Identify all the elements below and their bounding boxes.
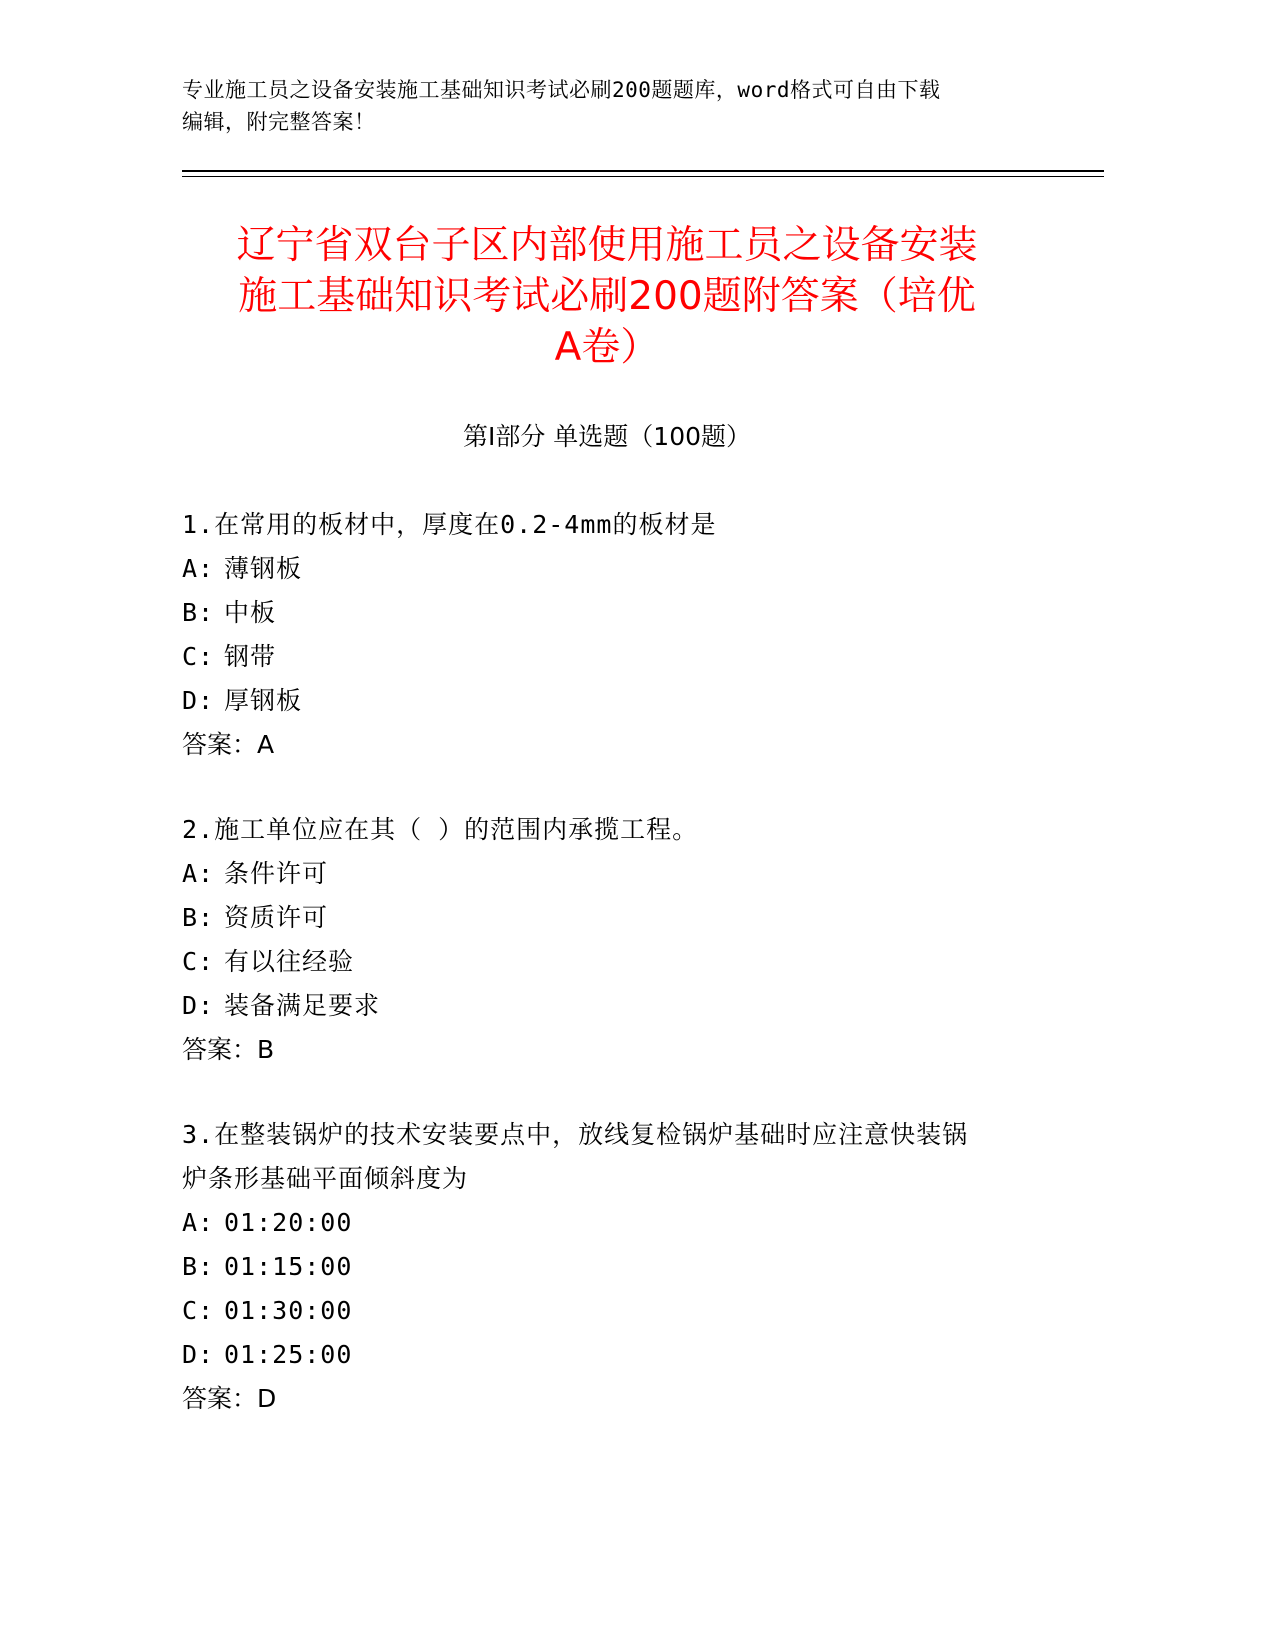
option-letter: D:: [182, 1340, 215, 1369]
option-b: [182, 591, 1062, 635]
document-title: [182, 220, 1032, 373]
header-note-line: 编辑，附完整答案！: [182, 110, 376, 134]
option-text: 有以往经验: [224, 947, 355, 976]
option-d: [182, 984, 1062, 1028]
option-text: 条件许可: [224, 859, 329, 888]
option-text: 中板: [224, 598, 277, 627]
question-1: [182, 503, 1062, 767]
option-a: [182, 547, 1062, 591]
option-text: 薄钢板: [224, 554, 303, 583]
option-a: [182, 1201, 1062, 1245]
question-3: [182, 1113, 1062, 1421]
title-line: 辽宁省双台子区内部使用施工员之设备安装: [236, 223, 978, 268]
question-2: [182, 808, 1062, 1072]
option-letter: D:: [182, 991, 215, 1020]
answer: 答案：B: [182, 1035, 275, 1064]
header-note-line: 专业施工员之设备安装施工基础知识考试必刷200题题库，word格式可自由下载: [182, 78, 941, 102]
option-text: 资质许可: [224, 903, 329, 932]
option-c: [182, 940, 1062, 984]
header-divider-thick: [182, 170, 1104, 172]
option-letter: C:: [182, 642, 215, 671]
option-text: 01:30:00: [224, 1296, 353, 1325]
option-text: 厚钢板: [224, 686, 303, 715]
option-d: [182, 679, 1062, 723]
answer: 答案：A: [182, 730, 275, 759]
option-letter: C:: [182, 947, 215, 976]
title-line: A卷）: [554, 325, 660, 370]
option-c: [182, 1289, 1062, 1333]
option-letter: B:: [182, 598, 215, 627]
option-d: [182, 1333, 1062, 1377]
option-letter: A:: [182, 554, 215, 583]
section-heading: 第Ⅰ部分 单选题（100题）: [462, 422, 752, 451]
option-letter: A:: [182, 1208, 215, 1237]
header-divider-thin: [182, 176, 1104, 177]
option-c: [182, 635, 1062, 679]
option-text: 01:25:00: [224, 1340, 353, 1369]
question-stem: 3.在整装锅炉的技术安装要点中，放线复检锅炉基础时应注意快装锅: [182, 1120, 969, 1149]
answer: 答案：D: [182, 1384, 277, 1413]
question-stem: 2.施工单位应在其（ ）的范围内承揽工程。: [182, 815, 699, 844]
option-letter: A:: [182, 859, 215, 888]
option-letter: B:: [182, 1252, 215, 1281]
option-letter: C:: [182, 1296, 215, 1325]
option-letter: B:: [182, 903, 215, 932]
option-a: [182, 852, 1062, 896]
question-stem: 炉条形基础平面倾斜度为: [182, 1164, 469, 1193]
option-text: 装备满足要求: [224, 991, 381, 1020]
option-letter: D:: [182, 686, 215, 715]
option-b: [182, 1245, 1062, 1289]
option-b: [182, 896, 1062, 940]
option-text: 钢带: [224, 642, 277, 671]
header-note: [182, 74, 1052, 138]
option-text: 01:20:00: [224, 1208, 353, 1237]
title-line: 施工基础知识考试必刷200题附答案（培优: [238, 274, 976, 319]
question-stem: 1.在常用的板材中，厚度在0.2-4mm的板材是: [182, 510, 717, 539]
option-text: 01:15:00: [224, 1252, 353, 1281]
